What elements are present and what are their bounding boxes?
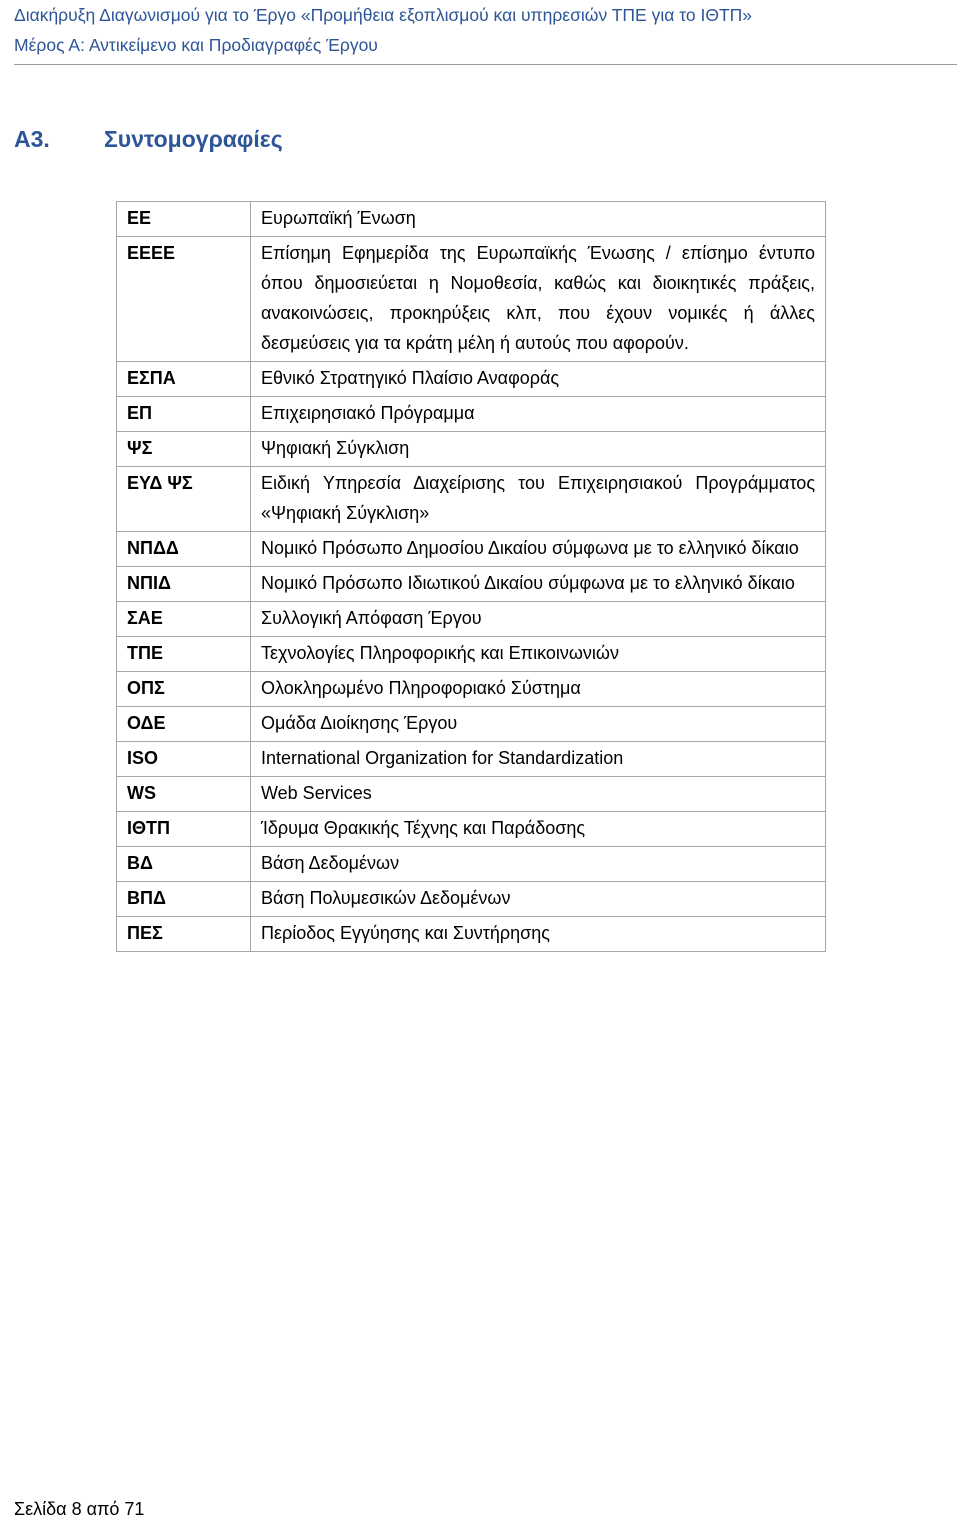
abbreviation-cell: ΝΠΔΔ [117,532,251,567]
table-row [117,882,826,917]
table-row [117,847,826,882]
table-row [117,707,826,742]
abbreviation-cell: ΙΘΤΠ [117,812,251,847]
section-title: Συντομογραφίες [104,126,283,152]
meaning-cell: Ομάδα Διοίκησης Έργου [251,707,826,742]
abbreviation-cell: ΕΠ [117,397,251,432]
meaning-cell: Νομικό Πρόσωπο Ιδιωτικού Δικαίου σύμφωνα με το ελληνικό δίκαιο [251,567,826,602]
section-number: Α3. [14,126,50,152]
table-row [117,237,826,362]
meaning-cell: Επίσημη Εφημερίδα της Ευρωπαϊκής Ένωσης / επίσημο έντυπο όπου δημοσιεύεται η Νομοθεσία, καθώς και διοικητικές πράξεις, ανακοινώσεις, προκηρύξεις κλπ, που έχουν νομικές ή άλλες δεσμεύσεις για τα κράτη μέλη ή αυτούς που αφορούν. [251,237,826,362]
abbreviation-cell: ΝΠΙΔ [117,567,251,602]
meaning-cell: Ειδική Υπηρεσία Διαχείρισης του Επιχειρησιακού Προγράμματος «Ψηφιακή Σύγκλιση» [251,467,826,532]
abbreviation-cell: ΠΕΣ [117,917,251,952]
table-row [117,202,826,237]
abbreviation-cell: ΕΥΔ ΨΣ [117,467,251,532]
header-divider [14,64,957,65]
abbreviation-cell: WS [117,777,251,812]
abbreviation-cell: ΤΠΕ [117,637,251,672]
meaning-cell: Επιχειρησιακό Πρόγραμμα [251,397,826,432]
abbreviation-cell: ΕΣΠΑ [117,362,251,397]
meaning-cell: Βάση Πολυμεσικών Δεδομένων [251,882,826,917]
abbreviation-cell: ΟΠΣ [117,672,251,707]
document-title: Διακήρυξη Διαγωνισμού για το Έργο «Προμήθεια εξοπλισμού και υπηρεσιών ΤΠΕ για το ΙΘΤΠ» [14,5,753,25]
section-heading [14,126,283,153]
abbreviation-cell: ΕΕ [117,202,251,237]
abbreviation-cell: ISO [117,742,251,777]
table-row [117,602,826,637]
abbreviation-cell: ΒΠΔ [117,882,251,917]
meaning-cell: Ευρωπαϊκή Ένωση [251,202,826,237]
table-row [117,532,826,567]
document-part: Μέρος Α: Αντικείμενο και Προδιαγραφές Έργου [14,35,378,55]
table-row [117,812,826,847]
table-row [117,397,826,432]
meaning-cell: Περίοδος Εγγύησης και Συντήρησης [251,917,826,952]
abbreviation-cell: ΟΔΕ [117,707,251,742]
table-row [117,917,826,952]
table-row [117,637,826,672]
abbreviation-cell: ΕΕΕΕ [117,237,251,362]
table-row [117,672,826,707]
meaning-cell: Web Services [251,777,826,812]
meaning-cell: Συλλογική Απόφαση Έργου [251,602,826,637]
table-row [117,742,826,777]
meaning-cell: International Organization for Standardization [251,742,826,777]
meaning-cell: Νομικό Πρόσωπο Δημοσίου Δικαίου σύμφωνα με το ελληνικό δίκαιο [251,532,826,567]
page-number: Σελίδα 8 από 71 [14,1499,145,1519]
abbreviation-cell: ΒΔ [117,847,251,882]
meaning-cell: Τεχνολογίες Πληροφορικής και Επικοινωνιών [251,637,826,672]
table-row [117,467,826,532]
meaning-cell: Βάση Δεδομένων [251,847,826,882]
abbreviation-cell: ΣΑΕ [117,602,251,637]
table-row [117,362,826,397]
table-row [117,432,826,467]
table-row [117,567,826,602]
abbreviation-cell: ΨΣ [117,432,251,467]
abbreviations-table [116,201,826,952]
table-row [117,777,826,812]
meaning-cell: Ψηφιακή Σύγκλιση [251,432,826,467]
meaning-cell: Ίδρυμα Θρακικής Τέχνης και Παράδοσης [251,812,826,847]
meaning-cell: Ολοκληρωμένο Πληροφοριακό Σύστημα [251,672,826,707]
meaning-cell: Εθνικό Στρατηγικό Πλαίσιο Αναφοράς [251,362,826,397]
